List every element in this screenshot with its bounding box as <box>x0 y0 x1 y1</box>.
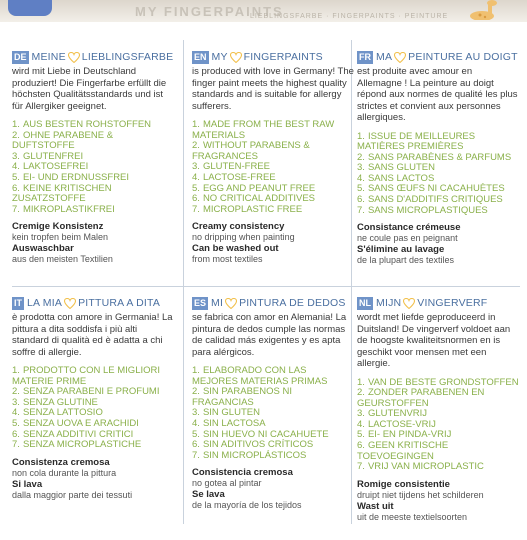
property-title: Consistenza cremosa <box>12 456 110 468</box>
list-item: 1. AUS BESTEN ROHSTOFFEN <box>12 119 152 130</box>
list-item-text: VRIJ VAN MICROPLASTIC <box>367 461 484 473</box>
list-item: 7. MIKROPLASTIKFREI <box>12 203 115 215</box>
header-possessive: MA <box>376 51 393 63</box>
list-item: 1. MADE FROM THE BEST RAW MATERIALS <box>192 119 335 141</box>
heart-icon <box>68 52 80 63</box>
panel-nl <box>357 296 519 523</box>
list-item: 1. VAN DE BESTE GRONDSTOFFEN <box>357 376 519 388</box>
header-product-name: PEINTURE AU DOIGT <box>408 51 518 63</box>
list-item-text: SIN HUEVO NI CACAHUETE <box>202 428 329 440</box>
property-title: Wast uit <box>357 500 394 512</box>
property-title: Se lava <box>192 489 225 501</box>
list-item-text: SENZA GLUTINE <box>22 396 98 408</box>
list-item: 1. PRODOTTO CON LE MIGLIORI MATERIE PRIME <box>12 365 161 387</box>
list-item-text: SANS ŒUFS NI CACAHUÈTES <box>367 183 505 195</box>
panel-header <box>357 50 519 64</box>
header-possessive: MY <box>211 51 228 63</box>
list-item: 6. SENZA ADDITIVI CRITICI <box>12 428 134 440</box>
list-item-text: SANS LACTOS <box>367 172 435 184</box>
property-desc: de la plupart des textiles <box>357 255 455 266</box>
property-title: Can be washed out <box>192 243 279 255</box>
panel-header <box>12 296 174 310</box>
header-possessive: LA MIA <box>27 297 63 309</box>
list-item: 4. LACTOSE-FREE <box>192 171 276 183</box>
properties <box>192 221 354 265</box>
brand-name: MY FINGERPAINTS <box>135 4 284 19</box>
list-item-text: MIKROPLASTIKFREI <box>22 203 115 215</box>
list-item: 5. SANS ŒUFS NI CACAHUÈTES <box>357 183 505 195</box>
property-desc: dalla maggior parte dei tessuti <box>12 489 133 500</box>
list-item-text: GEEN KRITISCHE TOEVOEGINGEN <box>357 440 449 462</box>
properties <box>12 457 174 501</box>
list-item-text: VAN DE BESTE GRONDSTOFFEN <box>367 376 519 388</box>
list-item: 3. SENZA GLUTINE <box>12 396 98 408</box>
list-item-text: ISSUE DE MEILLEURES MATIÈRES PREMIÈRES <box>357 130 476 153</box>
intro-text: è prodotta con amore in Germania! La pittura a dita soddisfa i più alti standard di qualità ed è adatta a chi soffre di allergie. <box>12 312 173 358</box>
panel-header <box>357 296 519 310</box>
giraffe-illustration <box>452 0 502 20</box>
feature-list <box>192 366 354 461</box>
list-item: 3. GLUTENFREI <box>12 150 84 162</box>
panel-es <box>192 296 354 511</box>
list-item-text: OHNE PARABENE & DUFTSTOFFE <box>12 129 114 152</box>
list-item: 7. SENZA MICROPLASTICHE <box>12 439 142 451</box>
list-item-text: EI- UND ERDNUSSFREI <box>22 171 130 183</box>
property-desc: druipt niet tijdens het schilderen <box>357 489 484 500</box>
list-item: 2. WITHOUT PARABENS & FRAGRANCES <box>192 140 310 162</box>
list-item: 4. SENZA LATTOSIO <box>12 407 103 419</box>
list-item-text: SANS D'ADDITIFS CRITIQUES <box>367 194 503 206</box>
list-item: 7. MICROPLASTIC FREE <box>192 203 303 215</box>
list-item: 2. SIN PARABENOS NI FRAGANCIAS <box>192 386 292 408</box>
list-item-text: GLUTENVRIJ <box>367 408 428 420</box>
panel-it <box>12 296 174 501</box>
list-item: 6. GEEN KRITISCHE TOEVOEGINGEN <box>357 440 449 462</box>
property-desc: kein tropfen beim Malen <box>12 232 109 243</box>
list-item-text: ELABORADO CON LAS MEJORES MATERIAS PRIMAS <box>192 365 328 387</box>
property-title: S'élimine au lavage <box>357 244 445 256</box>
list-item: 6. SIN ADITIVOS CRÍTICOS <box>192 439 314 451</box>
list-item: 7. SANS MICROPLASTIQUES <box>357 204 488 216</box>
list-item: 1. ELABORADO CON LAS MEJORES MATERIAS PRIMAS <box>192 365 328 387</box>
language-panels <box>12 40 522 520</box>
panel-header <box>192 296 354 310</box>
heart-icon <box>394 52 406 63</box>
properties <box>192 467 354 511</box>
feature-list <box>12 120 174 215</box>
property-title: Romige consistentie <box>357 478 450 490</box>
header-possessive: MI <box>211 297 224 309</box>
property-desc: no gotea al pintar <box>192 478 262 489</box>
list-item: 7. VRIJ VAN MICROPLASTIC <box>357 461 484 473</box>
list-item: 4. LAKTOSEFREI <box>12 161 89 173</box>
list-item: 3. SIN GLUTEN <box>192 407 260 419</box>
list-item: 5. EI- UND ERDNUSSFREI <box>12 171 130 183</box>
list-item-text: SENZA MICROPLASTICHE <box>22 439 142 451</box>
property-desc: de la mayoría de los tejidos <box>192 500 302 511</box>
header-possessive: MIJN <box>376 297 402 309</box>
list-item-text: SENZA LATTOSIO <box>22 407 103 419</box>
feature-list <box>357 132 519 217</box>
brand-logo <box>8 0 52 16</box>
property-desc: uit de meeste textielsoorten <box>357 511 468 522</box>
intro-text: wird mit Liebe in Deutschland produziert! Die Fingerfarbe erfüllt die höchsten Qualitätsstandards und ist für Allergiker geeignet. <box>12 66 167 112</box>
list-item: 6. NO CRITICAL ADDITIVES <box>192 193 316 205</box>
language-tag: EN <box>194 51 207 62</box>
list-item: 3. GLUTEN-FREE <box>192 161 270 173</box>
list-item: 2. ZONDER PARABENEN EN GEURSTOFFEN <box>357 387 485 409</box>
language-tag: ES <box>194 297 207 308</box>
list-item-text: LAKTOSEFREI <box>22 161 89 173</box>
property-desc: ne coule pas en peignant <box>357 233 458 244</box>
list-item-text: EGG AND PEANUT FREE <box>202 182 316 194</box>
property-title: Creamy consistency <box>192 221 285 233</box>
list-item-text: LACTOSE-FREE <box>202 171 276 183</box>
list-item: 3. GLUTENVRIJ <box>357 408 428 420</box>
list-item: 5. EGG AND PEANUT FREE <box>192 182 316 194</box>
list-item-text: MICROPLASTIC FREE <box>202 203 303 215</box>
panel-de <box>12 50 174 265</box>
list-item: 6. KEINE KRITISCHEN ZUSATZSTOFFE <box>12 182 112 205</box>
feature-list <box>357 378 519 473</box>
list-item: 4. SIN LACTOSA <box>192 417 266 429</box>
property-title: Auswaschbar <box>12 243 74 255</box>
language-tag: FR <box>359 51 371 62</box>
header-product-name: VINGERVERF <box>417 297 488 309</box>
properties <box>12 221 174 265</box>
list-item-text: SANS MICROPLASTIQUES <box>367 204 488 216</box>
heart-icon <box>230 52 242 63</box>
list-item-text: SANS GLUTEN <box>367 162 435 174</box>
list-item-text: NO CRITICAL ADDITIVES <box>202 193 316 205</box>
property-desc: non cola durante la pittura <box>12 467 117 478</box>
heart-icon <box>64 298 76 309</box>
list-item: 6. SANS D'ADDITIFS CRITIQUES <box>357 194 503 206</box>
heart-icon <box>225 298 237 309</box>
list-item-text: SENZA ADDITIVI CRITICI <box>22 428 134 440</box>
list-item-text: EI- EN PINDA-VRIJ <box>367 429 452 441</box>
list-item: 4. SANS LACTOS <box>357 172 435 184</box>
property-title: Cremige Konsistenz <box>12 221 104 233</box>
list-item-text: SIN GLUTEN <box>202 407 260 419</box>
list-item: 1. ISSUE DE MEILLEURES MATIÈRES PREMIÈRES <box>357 130 476 153</box>
properties <box>357 479 519 523</box>
property-title: Consistencia cremosa <box>192 467 293 479</box>
list-item: 2. OHNE PARABENE & DUFTSTOFFE <box>12 129 114 152</box>
property-title: Consistance crémeuse <box>357 222 461 234</box>
property-desc: from most textiles <box>192 254 263 265</box>
package-top-band <box>0 0 527 22</box>
list-item: 5. EI- EN PINDA-VRIJ <box>357 429 452 441</box>
property-desc: no dripping when painting <box>192 232 295 243</box>
language-tag: DE <box>14 51 27 62</box>
panel-header <box>192 50 354 64</box>
list-item: 7. SIN MICROPLÁSTICOS <box>192 449 307 461</box>
feature-list <box>192 120 354 215</box>
list-item-text: SANS PARABÈNES & PARFUMS <box>367 151 512 163</box>
list-item-text: SENZA UOVA E ARACHIDI <box>22 417 139 429</box>
intro-text: wordt met liefde geproduceerd in Duitsland! De vingerverf voldoet aan de hoogste kwaliteitsnormen en is geschikt voor mensen met een allergie. <box>357 312 511 369</box>
list-item-text: WITHOUT PARABENS & FRAGRANCES <box>192 140 310 162</box>
properties <box>357 222 519 266</box>
list-item: 5. SIN HUEVO NI CACAHUETE <box>192 428 329 440</box>
list-item: 3. SANS GLUTEN <box>357 162 435 174</box>
intro-text: is produced with love in Germany! The finger paint meets the highest quality standards and is suitable for allergy sufferers. <box>192 66 354 112</box>
panel-header <box>12 50 174 64</box>
intro-text: est produite avec amour en Allemagne ! La peinture au doigt répond aux normes de qualité les plus strictes et convient aux personnes allergiques. <box>357 66 518 123</box>
language-tag: NL <box>359 297 371 308</box>
list-item-text: ZONDER PARABENEN EN GEURSTOFFEN <box>357 387 485 409</box>
header-possessive: MEINE <box>31 51 66 63</box>
list-item-text: LACTOSE-VRIJ <box>367 418 436 430</box>
list-item: 4. LACTOSE-VRIJ <box>357 418 436 430</box>
brand-subline: LIEBLINGSFARBE · FINGERPAINTS · PEINTURE <box>250 13 449 20</box>
list-item-text: KEINE KRITISCHEN ZUSATZSTOFFE <box>12 182 112 205</box>
intro-text: se fabrica con amor en Alemania! La pintura de dedos cumple las normas de calidad más exigentes y es apta para alérgicos. <box>192 312 347 358</box>
property-desc: aus den meisten Textilien <box>12 254 113 265</box>
list-item-text: SIN LACTOSA <box>202 417 266 429</box>
header-product-name: PITTURA A DITA <box>78 297 161 309</box>
feature-list <box>12 366 174 451</box>
language-tag: IT <box>14 297 22 308</box>
list-item-text: AUS BESTEN ROHSTOFFEN <box>22 119 152 130</box>
list-item: 2. SENZA PARABENI E PROFUMI <box>12 386 160 398</box>
list-item-text: GLUTENFREI <box>22 150 84 162</box>
list-item: 5. SENZA UOVA E ARACHIDI <box>12 417 139 429</box>
heart-icon <box>403 298 415 309</box>
header-product-name: LIEBLINGSFARBE <box>81 51 174 63</box>
list-item-text: MADE FROM THE BEST RAW MATERIALS <box>192 119 335 141</box>
list-item-text: SENZA PARABENI E PROFUMI <box>22 386 160 398</box>
property-title: Si lava <box>12 478 43 490</box>
list-item-text: SIN MICROPLÁSTICOS <box>202 449 307 461</box>
header-product-name: FINGERPAINTS <box>243 51 323 63</box>
list-item-text: SIN ADITIVOS CRÍTICOS <box>202 439 314 451</box>
header-product-name: PINTURA DE DEDOS <box>239 297 346 309</box>
panel-en <box>192 50 354 265</box>
panel-fr <box>357 50 519 266</box>
list-item-text: PRODOTTO CON LE MIGLIORI MATERIE PRIME <box>12 365 161 387</box>
list-item-text: SIN PARABENOS NI FRAGANCIAS <box>192 386 292 408</box>
list-item-text: GLUTEN-FREE <box>202 161 270 173</box>
list-item: 2. SANS PARABÈNES & PARFUMS <box>357 151 512 163</box>
